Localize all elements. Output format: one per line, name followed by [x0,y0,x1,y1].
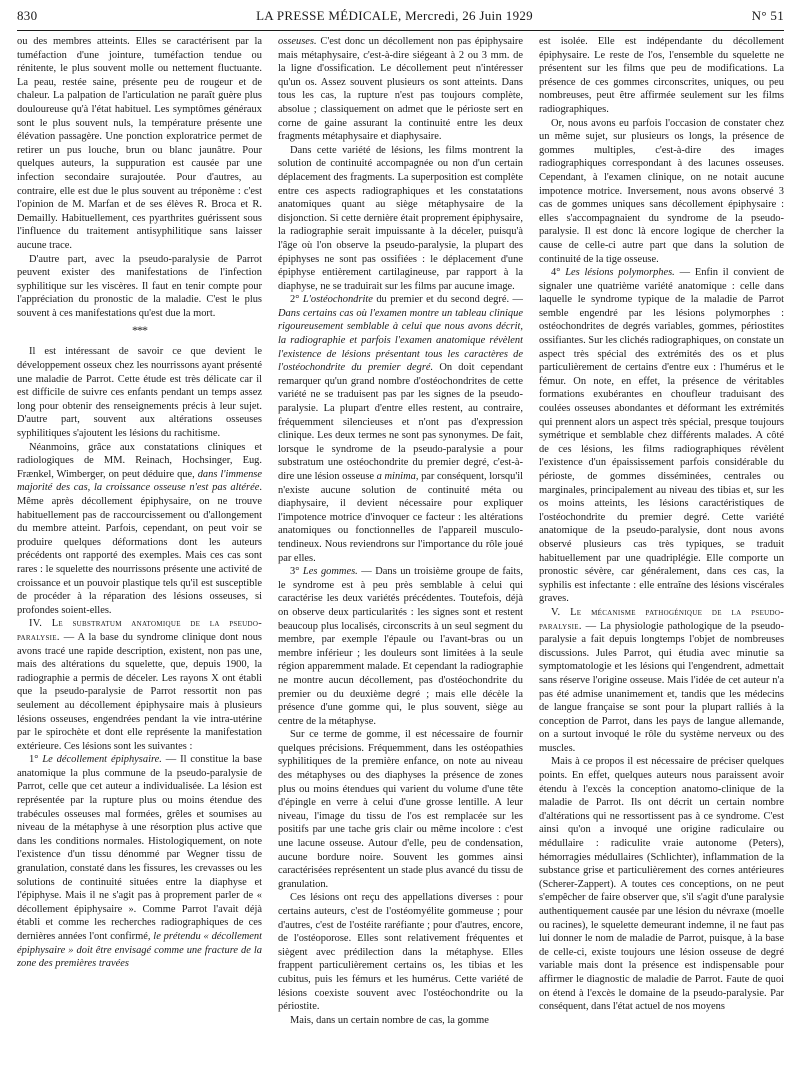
journal-title: LA PRESSE MÉDICALE, Mercredi, 26 Juin 1929 [256,8,533,23]
paragraph: ou des membres atteints. Elles se caractérisent par la tuméfaction d'une jointure, tuméfaction tendue ou rénitente, le plus souvent molle ou nettement fluctuante. La peau, restée saine, présente peu de rougeur et de chaleur. La palpation de l'articulation ne paraît guère plus douloureuse qu'à l'état habituel. Les symptômes généraux sont le plus souvent nuls, la température présente une élévation passagère. Une ponction exploratrice permet de retirer un pus louche, brun ou blanc jaunâtre. Pour quelques auteurs, la suppuration est causée par une infection secondaire surajoutée. Pour d'autres, au contraire, elle est due le plus souvent au tréponème : c'est l'opinion de M. Marfan et de ses élèves R. Broca et R. Demailly. Habituellement, ces pyarthrites guérissent sous l'influence du traitement antisyphilitique sans laisser aucune trace. [17,36,262,251]
issue-number: N° 51 [751,8,784,23]
italic-run: osseuses. [278,36,317,47]
item-number: 2° [290,294,303,306]
section-separator: *** [132,323,147,338]
text-columns [17,35,784,1070]
column-3 [539,35,784,1070]
item-number: 4° [551,267,566,279]
paragraph: D'autre part, avec la pseudo-paralysie de Parrot peuvent exister des manifestations de l'infection syphilitique sur les viscères. Il faut en tenir compte pour l'appréciation du pronostic de la maladie. C'est le plus souvent à ces manifestations qu'est due la mort. [17,253,262,319]
section-heading: V. Le mécanisme pathogénique de la pseudo-paralysie. [539,606,784,632]
italic-run: Dans certains cas où l'examen montre un tableau clinique rigoureusement semblable à celui que nous avons décrit, la radiographie et parfois l'examen anatomique révèlent l'existence de lésions présentant tous les caractères de l'ostéochondrite du premier degré. [278,307,523,374]
italic-run: le prétendu « décollement épiphysaire » doit être envisagé comme une fracture de la zone des premières travées [17,931,262,970]
column-2 [278,35,523,1070]
paragraph: Mais à ce propos il est nécessaire de préciser quelques points. En effet, quelques auteurs nous paraissent avoir étendu à l'excès la conception anatomo-clinique de la maladie de Parrot. Ils ont décrit un certain nombre d'altérations qui ne ressortissent pas à ce syndrome. C'est ainsi qu'on a invoqué une origine radiculaire ou médullaire : radiculite vraie autonome (Peters), hémorragies médullaires (Schlichter), inflammation de la substance grise et particulièrement des cornes antérieures (Scherer-Zappert). A toutes ces conceptions, on ne peut s'empêcher de faire observer que, s'il s'agit d'une paralysie authentiquement causée par une lésion du névraxe (moelle ou racines), le squelette demeurant indemne, il ne faut pas lui donner le nom de maladie de Parrot, puisque, à la base de celle-ci, existe toujours une lésion osseuse de degré variable mais dont la présence est indispensable pour affirmer le diagnostic de maladie de Parrot. Faute de quoi on étend à l'excès le domaine de la pseudo-paralysie. Par conséquent, dans l'état actuel de nos moyens [539,756,784,1013]
paragraph: Il est intéressant de savoir ce que devient le développement osseux chez les nourrissons ayant présenté une maladie de Parrot. Cette étude est très délicate car il est difficile de suivre ces enfants pendant un temps assez long pour obtenir des renseignements précis à leur sujet. D'autre part, souvent aux altérations osseuses syphilitiques s'ajoutent les lésions du rachitisme. [17,346,262,440]
section-iv [17,617,262,753]
paragraph [278,35,523,144]
paragraph: est isolée. Elle est indépendante du décollement épiphysaire. Le reste de l'os, l'ensemble du squelette ne présentent sur les films que peu de modifications. La présence de ces gommes circonscrites, uniques, ou peu nombreuses, peut être affirmée seulement sur les films radiographiques. [539,36,784,115]
text-run: C'est donc un décollement non pas épiphysaire mais métaphysaire, c'est-à-dire siégeant à 2 ou 3 mm. de la ligne d'ossification. Le décollement peut n'intéresser qu'un os. Assez souvent plusieurs os sont atteints. Dans tous les cas, la rupture n'est pas toujours complète, absolue ; classiquement on admet que le périoste sert en corne de gaine assurant la continuité entre les deux fragments métaphysaire et diaphysaire. [278,36,523,143]
text-run: , par conséquent, lorsqu'il n'existe aucune solution de continuité méta ou diaphysaire, il devient nécessaire pour expliquer l'impotence motrice d'invoquer ce facteur : les altérations anatomiques ou fonctionnelles de l'appareil musculo-tendineux. Nous reviendrons sur l'importance du rôle joué par elles. [278,471,523,564]
item-number: 3° [290,566,303,578]
page-number: 830 [17,8,38,23]
section-v [539,606,784,756]
section-heading: IV. Le substratum anatomique de la pseudo-paralysie. [17,618,262,643]
paragraph: Or, nous avons eu parfois l'occasion de constater chez un même sujet, sur plusieurs os longs, la présence de gommes multiples, c'est-à-dire des images radiographiques correspondant à des lacunes osseuses. Cependant, à l'examen clinique, on ne notait aucune impotence motrice. Inversement, nous avons observé 3 cas de gommes uniques sans décollement épiphysaire : elles s'accompagnaient du syndrome de la pseudo-paralysie. Il est donc là encore logique de chercher la cause de celle-ci autre part que dans la solution de continuité de la tige osseuse. [539,117,784,265]
text-run: — Il constitue la base anatomique la plus commune de la pseudo-paralysie de Parrot, celle que cet auteur a individualisée. La lésion est représentée par la rupture plus ou moins étendue des trabécules osseuses mal formées, grêles et soumises au niveau de la métaphyse à une résorption plus active que dans les conditions normales. Histologiquement, on note l'existence d'un tissu dénommé par Wegner tissu de granulation, constaté dans les fissures, les crevasses ou les solutions de continuité situées entre la diaphyse et l'épiphyse. Mais il ne s'agit pas à proprement parler de « décollement épiphysaire ». Comme Parrot l'avait déjà établi et comme les recherches radiographiques de ces dernières années l'ont confirmé, [17,754,262,942]
item-title: Les lésions polymorphes. [565,267,675,279]
list-item [539,266,784,606]
paragraph: Dans cette variété de lésions, les films montrent la solution de continuité accompagnée ou non d'un certain déplacement des fragments. La superposition est complète entre ces aspects radiographiques et les constatations anatomiques quant au siège métaphysaire de la disjonction. Si cette dernière était proprement épiphysaire, la radiographie serait impuissante à la déceler, puisqu'à l'âge où l'on observe la pseudo-paralysie, la plupart des épiphyses ne sont pas ossifiées : le déplacement d'une épiphyse entièrement cartilagineuse, par rapport à la diaphyse, ne se traduirait sur les films par aucune image. [278,144,523,292]
paragraph: Sur ce terme de gomme, il est nécessaire de fournir quelques précisions. Fréquemment, dans les ostéopathies syphilitiques de la première enfance, on note au niveau des métaphyses ou des diaphyses la présence de zones plus ou moins étendues qui varient du volume d'une tête d'épingle en verre à celui d'une grosse lentille. A leur niveau, l'image du tissu de l'os est remplacée sur les positifs par une tache gris clair ou même incolore : c'est une lacune osseuse. Autour d'elle, peu de condensation, aucune bordure noire. Souvent les gommes ainsi caractérisées représentent un stade plus avancé du tissu de granulation. [278,729,523,890]
running-header [17,8,784,28]
column-1 [17,35,262,1070]
italic-run: a minima [376,471,416,482]
text-run: — Dans un troisième groupe de faits, le syndrome est à peu près semblable à celui qui caractérise les deux variétés précédentes. Toutefois, déjà on observe deux particularités : les signes sont et restent beaucoup plus localisés, circonscrits à un seul segment du membre, par exemple l'épaule ou l'avant-bras ou un membre inférieur ; les douleurs sont limitées à la seule région apparemment malade. Et cependant la radiographie ne montre aucun décollement, pas d'ostéochondrite du premier ou du deuxième degré ; mais elle décèle la présence d'une gomme qui, le plus souvent, siège au centre de la métaphyse. [278,566,523,727]
list-item [17,753,262,971]
text-run: du premier et du second degré. — [372,294,523,306]
italic-run: dans l'immense majorité des cas, la croissance osseuse n'est pas altérée [17,468,262,494]
header-rule [17,30,784,31]
text-run: — A la base du syndrome clinique dont nous avons tracé une rapide description, existent, non pas une, mais des altérations du squelette, que, depuis 1900, la radiographie a permis de déceler. Les rayons X ont établi que la pseudo-paralysie de Parrot ressortit non pas seulement au décollement épiphysaire mais à plusieurs lésions osseuses, engendrées pendant la vie intra-utérine par le spirochète et dont elle représente la manifestation extérieure. Ces lésions sont les suivantes : [17,631,262,752]
text-run: — La physiologie pathologique de la pseudo-paralysie a fait depuis longtemps l'objet de nombreuses discussions. Jules Parrot, qui étudia avec minutie sa symptomatologie et les lésions qui l'engendrent, admettait sans réserve l'origine osseuse. Mais l'idée de cet auteur n'a pas été admise unanimement et, tandis que les médecins de langue française se sont pour la plupart ralliés à la conception de Parrot, dans les pays de langue allemande, on a surtout invoqué le rôle du système nerveux ou des muscles. [539,620,784,754]
text-run: Néanmoins, grâce aux constatations cliniques et radiologiques de MM. Reinach, Hochsinger, Eug. Frænkel, Wimberger, on peut déduire que, [17,441,262,480]
paragraph [17,441,262,618]
item-title: Le décollement épiphysaire. [42,754,162,766]
item-title: L'ostéochondrite [302,294,373,306]
paragraph: Ces lésions ont reçu des appellations diverses : pour certains auteurs, c'est de l'ostéomyélite gommeuse ; pour d'autres, c'est de l'ostéite raréfiante ; pour d'autres, encore, de l'ostéoporose. Elles sont relativement fréquentes et siègent avec prédilection dans la métaphyse. Elles frappent particulièrement certains os, les tibias et les cubitus, puis les fémurs et les humérus. Cette variété de lésions coexiste souvent avec l'ostéochondrite ou la périostite. [278,892,523,1013]
paragraph: Mais, dans un certain nombre de cas, la gomme [290,1014,489,1026]
text-run: — Enfin il convient de signaler une quatrième variété anatomique : celle dans laquelle le syndrome typique de la maladie de Parrot semble engendré par les lésions polymorphes : ostéochondrites de degrés variables, gommes, périostites ossifiantes. Sur les clichés radiographiques, on constate un aspect très spécial des extrémités des os et plus particulièrement de certains d'entre eux : l'humérus et le fémur. On note, en effet, la présence de véritables formations exubérantes en choufleur traduisant des coulées osseuses abondantes et déformant les extrémités qui prennent alors un aspect très spécial, presque toujours symétrique et semblable chez différents malades. A côté de ces lésions, les films radiographiques révèlent l'existence d'un épaississement parfois considérable du périoste, de gommes disséminées, centrales ou marginales, principalement au niveau des tibias et, sur les os moins atteints, les lésions caractéristiques de l'ostéochondrite du premier degré. Cette variété anatomique de la pseudo-paralysie, dont nous avons observé plusieurs cas très typiques, se traduit habituellement par une quadriplégie. Elle comporte un pronostic sévère, car généralement, dans ces cas, la syphilis est infectante : elle entraîne des lésions viscérales graves. [539,267,784,605]
item-number: 1° [29,754,43,766]
list-item [278,565,523,728]
text-run: On doit cependant remarquer qu'un grand nombre d'ostéochondrites de cette variété ne se traduisent pas par les signes de la pseudo-paralysie. La plupart d'entre elles restent, au contraire, fréquemment silencieuses et n'ont pas d'expression clinique. Les deux termes ne sont pas synonymes. De fait, lorsque le syndrome de la pseudo-paralysie a pour substratum une ostéochondrite du premier degré, c'est-à-dire une lésion osseuse [278,362,523,482]
item-title: Les gommes. [302,566,358,578]
list-item [278,293,523,565]
text-run: . Même après décollement épiphysaire, on ne trouve habituellement pas de raccourcissement ou d'allongement du membre atteint. Parfois, cependant, on peut voir se produire quelques déformations dont les auteurs précédents ont rapporté des exemples. Mais ces cas sont rares : le squelette des nourrissons présente une activité de croissance et un pouvoir plastique tels qu'il est susceptible de procéder à la réparation des lésions osseuses, si profondes soient-elles. [17,482,262,616]
